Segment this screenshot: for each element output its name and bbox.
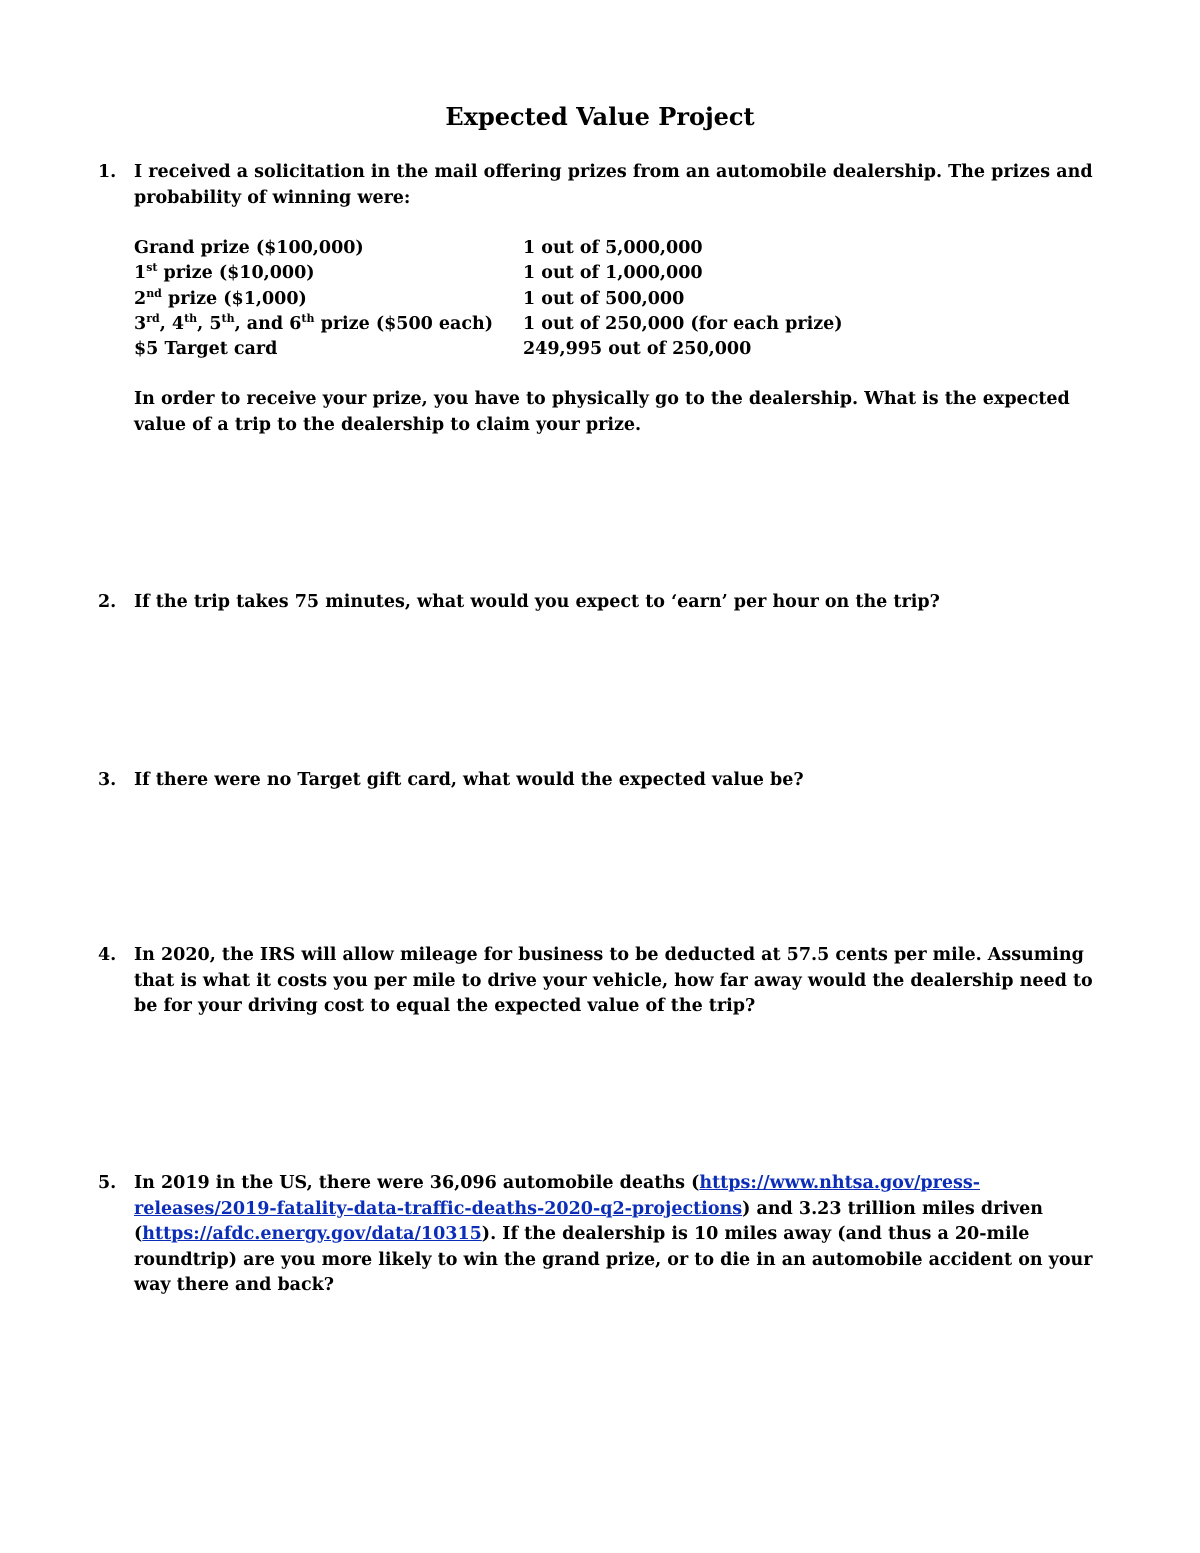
prize-table (134, 236, 1108, 362)
prize-row (134, 337, 1108, 362)
question-5 (98, 1171, 1108, 1299)
prize-name: 3rd, 4th, 5th, and 6th prize ($500 each) (134, 311, 494, 334)
question-number: 1. (98, 162, 117, 182)
prize-odds: 249,995 out of 250,000 (523, 339, 752, 360)
question-3 (98, 768, 1108, 794)
prize-name: $5 Target card (134, 339, 278, 360)
question-4 (98, 943, 1108, 1020)
question-2 (98, 590, 1108, 616)
question-number: 3. (98, 770, 117, 790)
prize-name: 1st prize ($10,000) (134, 261, 315, 284)
question-text: In 2019 in the US, there were 36,096 automobile deaths (https://www.nhtsa.gov/press-releases/2019-fatality-data-traffic-deaths-2020-q2-projections) and 3.23 trillion miles driven (https://afdc.energy.gov/data/10315). If the dealership is 10 miles away (and thus a 20-mile roundtrip) are you more likely to win the grand prize, or to die in an automobile accident on your way there and back? (134, 1173, 1093, 1295)
question-1 (98, 160, 1108, 438)
question-text: In 2020, the IRS will allow mileage for business to be deducted at 57.5 cents per mile. Assuming that is what it costs you per mile to drive your vehicle, how far away would the dealership need to be for your driving cost to equal the expected value of the trip? (134, 945, 1093, 1016)
question-number: 2. (98, 592, 117, 612)
prize-row (134, 236, 1108, 261)
question-text: If the trip takes 75 minutes, what would you expect to ‘earn’ per hour on the trip? (134, 592, 940, 612)
prize-odds: 1 out of 500,000 (523, 288, 685, 309)
question-text: I received a solicitation in the mail offering prizes from an automobile dealership. The prizes and probability of winning were: (134, 162, 1093, 208)
prize-name: Grand prize ($100,000) (134, 238, 364, 258)
question-followup: In order to receive your prize, you have to physically go to the dealership. What is the expected value of a trip to the dealership to claim your prize. (134, 389, 1070, 435)
prize-row (134, 312, 1108, 337)
prize-odds: 1 out of 1,000,000 (523, 263, 703, 284)
prize-row (134, 261, 1108, 286)
question-text: If there were no Target gift card, what would the expected value be? (134, 770, 804, 790)
question-number: 4. (98, 945, 117, 965)
prize-name: 2nd prize ($1,000) (134, 286, 307, 309)
page-title: Expected Value Project (445, 102, 755, 131)
question-number: 5. (98, 1173, 117, 1193)
prize-row (134, 287, 1108, 312)
afdc-link[interactable]: https://afdc.energy.gov/data/10315 (142, 1224, 482, 1244)
nhtsa-link[interactable]: https://www.nhtsa.gov/press-releases/2019-fatality-data-traffic-deaths-2020-q2-projections (134, 1173, 980, 1219)
prize-odds: 1 out of 5,000,000 (523, 238, 703, 258)
prize-odds: 1 out of 250,000 (for each prize) (523, 313, 843, 334)
